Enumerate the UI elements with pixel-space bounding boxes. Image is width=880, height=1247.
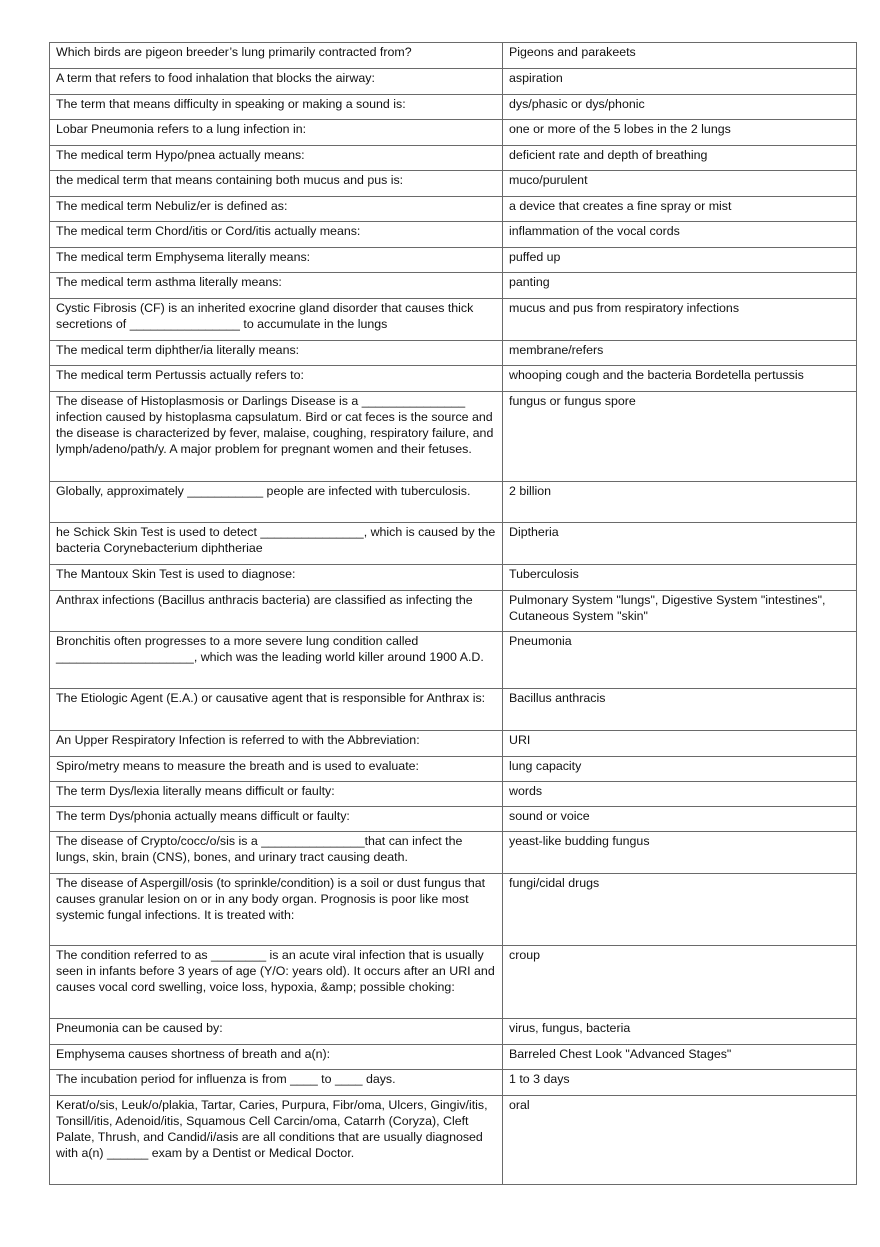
answer-cell: whooping cough and the bacteria Bordetella pertussis <box>503 366 857 392</box>
table-row <box>50 120 857 146</box>
table-row <box>50 95 857 120</box>
question-cell: Cystic Fibrosis (CF) is an inherited exocrine gland disorder that causes thick secretions of ________________ to accumulate in the lungs <box>50 299 503 341</box>
table-row <box>50 782 857 807</box>
table-row <box>50 832 857 874</box>
answer-cell: lung capacity <box>503 757 857 782</box>
table-row <box>50 1019 857 1045</box>
table-row <box>50 946 857 1019</box>
answer-cell: Tuberculosis <box>503 565 857 591</box>
table-row <box>50 807 857 832</box>
table-row <box>50 69 857 95</box>
answer-cell: words <box>503 782 857 807</box>
answer-cell: muco/purulent <box>503 171 857 197</box>
answer-cell: a device that creates a fine spray or mist <box>503 197 857 222</box>
table-row <box>50 299 857 341</box>
question-cell: The term Dys/phonia actually means difficult or faulty: <box>50 807 503 832</box>
answer-cell: puffed up <box>503 248 857 273</box>
answer-cell: 2 billion <box>503 482 857 523</box>
table-row <box>50 632 857 689</box>
question-cell: The incubation period for influenza is from ____ to ____ days. <box>50 1070 503 1096</box>
table-row <box>50 523 857 565</box>
answer-cell: yeast-like budding fungus <box>503 832 857 874</box>
table-row <box>50 43 857 69</box>
table-row <box>50 392 857 482</box>
question-cell: The medical term Hypo/pnea actually means: <box>50 146 503 171</box>
question-cell: The medical term Emphysema literally means: <box>50 248 503 273</box>
question-cell: The condition referred to as ________ is an acute viral infection that is usually seen in infants before 3 years of age (Y/O: years old). It occurs after an URI and causes vocal cord swelling, voice loss, hypoxia, &amp; possible choking: <box>50 946 503 1019</box>
answer-cell: membrane/refers <box>503 341 857 366</box>
table-row <box>50 731 857 757</box>
question-cell: The medical term Chord/itis or Cord/itis actually means: <box>50 222 503 248</box>
answer-cell: oral <box>503 1096 857 1185</box>
question-cell: The medical term Pertussis actually refers to: <box>50 366 503 392</box>
table-body <box>50 43 857 1185</box>
answer-cell: Bacillus anthracis <box>503 689 857 731</box>
answer-cell: mucus and pus from respiratory infections <box>503 299 857 341</box>
question-cell: he Schick Skin Test is used to detect _______________, which is caused by the bacteria Corynebacterium diphtheriae <box>50 523 503 565</box>
table-row <box>50 248 857 273</box>
answer-cell: panting <box>503 273 857 299</box>
table-row <box>50 874 857 946</box>
table-row <box>50 565 857 591</box>
question-cell: The medical term Nebuliz/er is defined as: <box>50 197 503 222</box>
question-cell: Bronchitis often progresses to a more severe lung condition called ____________________, which was the leading world killer around 1900 A.D. <box>50 632 503 689</box>
question-cell: Emphysema causes shortness of breath and a(n): <box>50 1045 503 1070</box>
question-cell: Lobar Pneumonia refers to a lung infection in: <box>50 120 503 146</box>
answer-cell: one or more of the 5 lobes in the 2 lungs <box>503 120 857 146</box>
table-row <box>50 482 857 523</box>
table-row <box>50 591 857 632</box>
table-row <box>50 757 857 782</box>
answer-cell: croup <box>503 946 857 1019</box>
answer-cell: fungi/cidal drugs <box>503 874 857 946</box>
table-row <box>50 366 857 392</box>
answer-cell: deficient rate and depth of breathing <box>503 146 857 171</box>
table-row <box>50 146 857 171</box>
question-answer-table <box>49 42 857 1185</box>
question-cell: Globally, approximately ___________ people are infected with tuberculosis. <box>50 482 503 523</box>
answer-cell: aspiration <box>503 69 857 95</box>
question-cell: Spiro/metry means to measure the breath and is used to evaluate: <box>50 757 503 782</box>
table-row <box>50 171 857 197</box>
table-row <box>50 689 857 731</box>
answer-cell: Pulmonary System "lungs", Digestive System "intestines", Cutaneous System "skin" <box>503 591 857 632</box>
flashcard-sheet <box>49 42 830 1185</box>
answer-cell: fungus or fungus spore <box>503 392 857 482</box>
answer-cell: Pigeons and parakeets <box>503 43 857 69</box>
table-row <box>50 273 857 299</box>
question-cell: An Upper Respiratory Infection is referred to with the Abbreviation: <box>50 731 503 757</box>
answer-cell: 1 to 3 days <box>503 1070 857 1096</box>
question-cell: A term that refers to food inhalation that blocks the airway: <box>50 69 503 95</box>
question-cell: The Etiologic Agent (E.A.) or causative agent that is responsible for Anthrax is: <box>50 689 503 731</box>
question-cell: Kerat/o/sis, Leuk/o/plakia, Tartar, Caries, Purpura, Fibr/oma, Ulcers, Gingiv/itis, Tonsill/itis, Adenoid/itis, Squamous Cell Carcin/oma, Catarrh (Coryza), Cleft Palate, Thrush, and Candid/i/asis are all conditions that are usually diagnosed with a(n) ______ exam by a Dentist or Medical Doctor. <box>50 1096 503 1185</box>
table-row <box>50 341 857 366</box>
answer-cell: sound or voice <box>503 807 857 832</box>
answer-cell: virus, fungus, bacteria <box>503 1019 857 1045</box>
question-cell: The disease of Aspergill/osis (to sprinkle/condition) is a soil or dust fungus that causes granular lesion on or in any body organ. Prognosis is poor like most systemic fungal infections. It is treated with: <box>50 874 503 946</box>
question-cell: The medical term diphther/ia literally means: <box>50 341 503 366</box>
answer-cell: dys/phasic or dys/phonic <box>503 95 857 120</box>
table-row <box>50 1070 857 1096</box>
question-cell: the medical term that means containing both mucus and pus is: <box>50 171 503 197</box>
question-cell: Which birds are pigeon breeder’s lung primarily contracted from? <box>50 43 503 69</box>
table-row <box>50 222 857 248</box>
question-cell: The term Dys/lexia literally means difficult or faulty: <box>50 782 503 807</box>
table-row <box>50 1045 857 1070</box>
answer-cell: Diptheria <box>503 523 857 565</box>
question-cell: The disease of Histoplasmosis or Darlings Disease is a _______________ infection caused by histoplasma capsulatum. Bird or cat feces is the source and the disease is characterized by fever, malaise, coughing, respiratory failure, and lymph/adeno/path/y. A major problem for pregnant women and their fetuses. <box>50 392 503 482</box>
table-row <box>50 1096 857 1185</box>
answer-cell: inflammation of the vocal cords <box>503 222 857 248</box>
table-row <box>50 197 857 222</box>
question-cell: Anthrax infections (Bacillus anthracis bacteria) are classified as infecting the <box>50 591 503 632</box>
question-cell: Pneumonia can be caused by: <box>50 1019 503 1045</box>
answer-cell: URI <box>503 731 857 757</box>
question-cell: The term that means difficulty in speaking or making a sound is: <box>50 95 503 120</box>
question-cell: The medical term asthma literally means: <box>50 273 503 299</box>
answer-cell: Pneumonia <box>503 632 857 689</box>
answer-cell: Barreled Chest Look "Advanced Stages" <box>503 1045 857 1070</box>
question-cell: The Mantoux Skin Test is used to diagnose: <box>50 565 503 591</box>
question-cell: The disease of Crypto/cocc/o/sis is a _______________that can infect the lungs, skin, brain (CNS), bones, and urinary tract causing death. <box>50 832 503 874</box>
